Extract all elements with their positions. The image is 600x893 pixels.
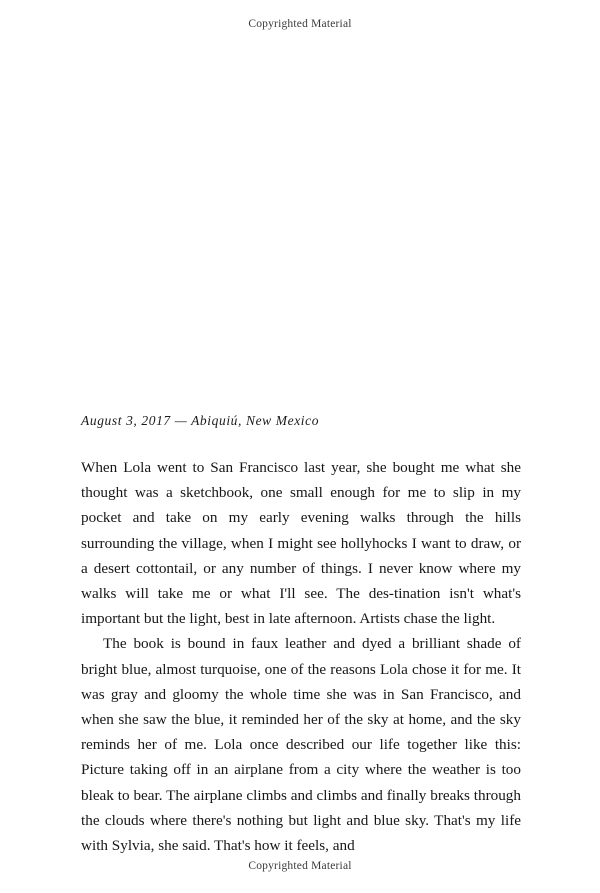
entry-dateline: August 3, 2017 — Abiquiú, New Mexico — [81, 413, 320, 428]
copyright-watermark-bottom: Copyrighted Material — [248, 860, 352, 872]
body-paragraph: When Lola went to San Francisco last year, she bought me what she thought was a sketchbook, one small enough for me to slip in my pocket and take on my early evening walks through the hills surrounding the village, when I might see hollyhocks I want to draw, or a desert cottontail, or any number of things. I never know where my walks will take me or what I'll see. The des-tination isn't what's important but the light, best in late afternoon. Artists chase the light. — [81, 459, 521, 628]
page-text-block — [81, 413, 521, 858]
copyright-watermark-top: Copyrighted Material — [248, 18, 352, 30]
body-paragraph: The book is bound in faux leather and dyed a brilliant shade of bright blue, almost turquoise, one of the reasons Lola chose it for me. It was gray and gloomy the whole time she was in San Francisco, and when she saw the blue, it reminded her of the sky at home, and the sky reminds her of me. Lola once described our life together like this: Picture taking off in an airplane from a city where the weather is too bleak to bear. The airplane climbs and climbs and finally breaks through the clouds where there's nothing but light and blue sky. That's my life with Sylvia, she said. That's how it feels, and — [81, 635, 521, 855]
